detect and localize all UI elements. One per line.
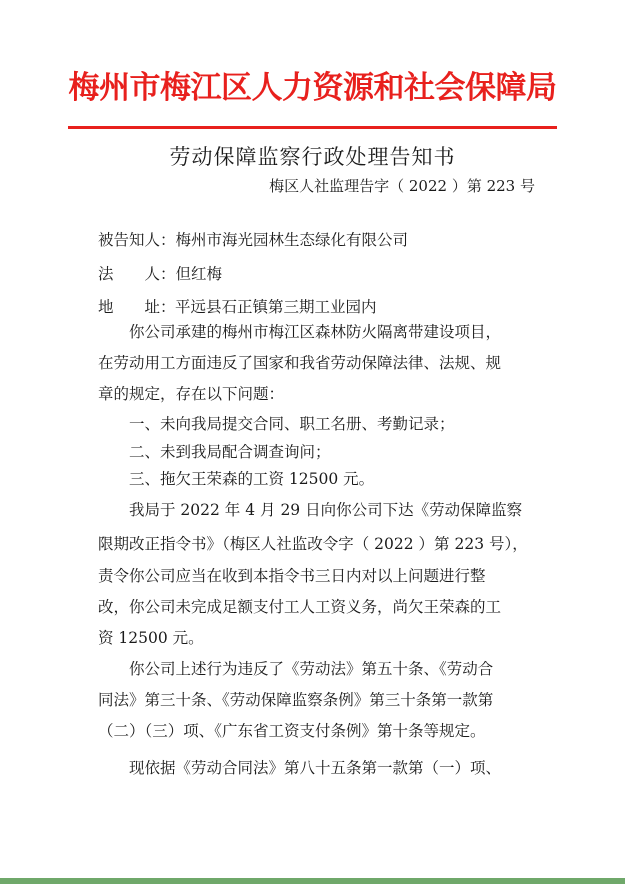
- document-number: 梅区人社监理告字（ 2022 ）第 223 号: [269, 177, 535, 195]
- red-divider-line: [68, 126, 557, 129]
- agency-header: 梅州市梅江区人力资源和社会保障局: [68, 70, 557, 106]
- paragraph-1-line-1: 你公司承建的梅州市梅江区森林防火隔离带建设项目，: [129, 323, 502, 341]
- issue-item-2: 二、未到我局配合调查询问；: [129, 443, 331, 461]
- paragraph-2-line-3: 责令你公司应当在收到本指令书三日内对以上问题进行整: [98, 567, 486, 585]
- address-value: 平远县石正镇第三期工业园内: [175, 298, 377, 316]
- paragraph-2-line-4: 改，你公司未完成足额支付工人工资义务，尚欠王荣森的工: [98, 598, 502, 616]
- address-line: [98, 296, 377, 318]
- document-title: 劳动保障监察行政处理告知书: [169, 145, 456, 169]
- paragraph-1-line-3: 章的规定，存在以下问题：: [98, 385, 285, 403]
- paragraph-3-line-1: 你公司上述行为违反了《劳动法》第五十条、《劳动合: [129, 660, 494, 678]
- bottom-edge-strip: [0, 878, 625, 884]
- paragraph-4-line-1: 现依据《劳动合同法》第八十五条第一款第（一）项、: [129, 759, 502, 777]
- paragraph-2-line-2: 限期改正指令书》（梅区人社监改令字（ 2022 ）第 223 号），: [98, 535, 528, 553]
- issue-item-1: 一、未向我局提交合同、职工名册、考勤记录；: [129, 415, 455, 433]
- paragraph-2-line-5: 资 12500 元。: [98, 629, 204, 647]
- issue-item-3: 三、拖欠王荣森的工资 12500 元。: [129, 470, 375, 488]
- paragraph-3-line-2: 同法》第三十条、《劳动保障监察条例》第三十条第一款第: [98, 691, 494, 709]
- paragraph-1-line-2: 在劳动用工方面违反了国家和我省劳动保障法律、法规、规: [98, 354, 502, 372]
- address-label: 地 址：: [98, 298, 176, 316]
- legal-representative-line: 法 人：但红梅: [98, 265, 223, 283]
- paragraph-3-line-3: （二）（三）项、《广东省工资支付条例》第十条等规定。: [98, 722, 486, 740]
- notified-party-line: 被告知人：梅州市海光园林生态绿化有限公司: [98, 231, 409, 249]
- paragraph-2-line-1: 我局于 2022 年 4 月 29 日向你公司下达《劳动保障监察: [129, 501, 523, 519]
